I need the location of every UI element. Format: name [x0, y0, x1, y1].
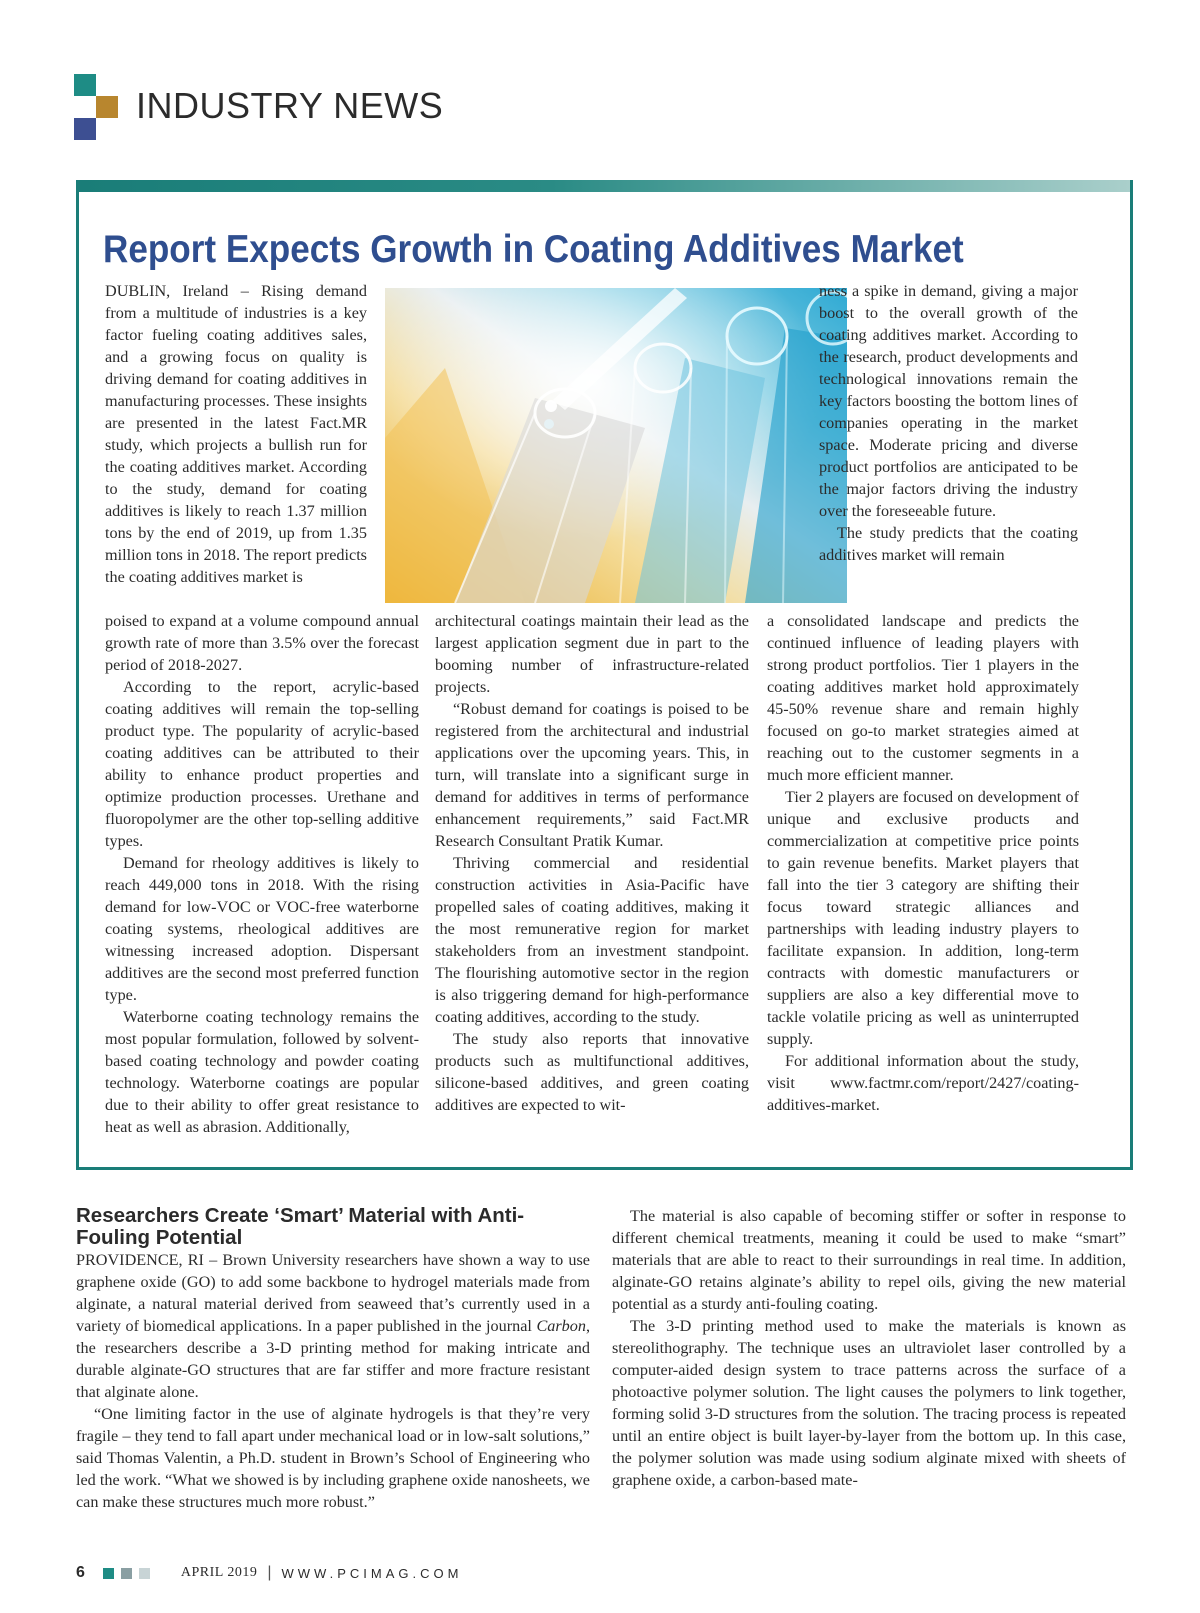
featured-paragraph: “Robust demand for coatings is poised to be registered from the architectural and industrial applications over the upcoming years. This, in turn, will translate into a significant surge in demand for additives in terms of performance enhancement requirements,” said Fact.MR Research Consultant Pratik Kumar. [435, 700, 749, 850]
featured-paragraph: a consolidated landscape and predicts the continued influence of leading players with strong product portfolios. Tier 1 players in the coating additives market hold approximately 45-50% revenue share and remain highly focused on go-to market strategies aimed at reaching out to the customer segments in a much more efficient manner. [767, 612, 1079, 784]
article2-text: PROVIDENCE, RI – Brown University researchers have shown a way to use graphene oxide (GO) to add some backbone to hydrogel materials made from alginate, a natural material derived from seaweed that’s currently used in a variety of biomedical applications. In a paper published in the journal [76, 1251, 590, 1335]
article2-paragraph [76, 1249, 590, 1403]
footer-separator: | [267, 1564, 272, 1581]
section-title: INDUSTRY NEWS [136, 85, 444, 126]
featured-paragraph: The study predicts that the coating additives market will remain [819, 524, 1078, 564]
article2-column-1 [76, 1249, 590, 1513]
article2-column-2 [612, 1205, 1126, 1491]
article2-paragraph: “One limiting factor in the use of alginate hydrogels is that they’re very fragile – they tend to fall apart under mechanical load or in low-salt solutions,” said Thomas Valentin, a Ph.D. student in Brown’s School of Engineering who led the work. “What we showed is by including graphene oxide nanosheets, we can make these structures much more robust.” [76, 1405, 590, 1511]
footer-square-light [139, 1568, 150, 1579]
featured-column-1 [105, 610, 419, 1138]
featured-column-3-top [819, 280, 1078, 566]
article2-paragraph: The 3-D printing method used to make the materials is known as stereolithography. The technique uses an ultraviolet laser controlled by a computer-aided design system to trace patterns across the surface of a photoactive polymer solution. The light causes the polymers to link together, forming solid 3-D structures from the solution. The tracing process is repeated until an entire object is built layer-by-layer from the bottom up. In this case, the polymer solution was made using sodium alginate mixed with sheets of graphene oxide, a carbon-based mate- [612, 1317, 1126, 1489]
featured-paragraph: Waterborne coating technology remains the most popular formulation, followed by solvent-based coating technology and powder coating technology. Waterborne coatings are popular due to their ability to offer great resistance to heat as well as abrasion. Additionally, [105, 1008, 419, 1136]
footer-square-teal [103, 1568, 114, 1579]
logo-square-gold [96, 96, 118, 118]
logo-square-navy [74, 118, 96, 140]
journal-name: Carbon [536, 1317, 586, 1335]
featured-top-bar [79, 180, 1130, 192]
featured-column-2 [435, 610, 749, 1116]
featured-paragraph: DUBLIN, Ireland – Rising demand from a multitude of industries is a key factor fueling coating additives sales, and a growing focus on quality is driving demand for coating additives in manufacturing processes. These insights are presented in the latest Fact.MR study, which projects a bullish run for the coating additives market. According to the study, demand for coating additives is likely to reach 1.37 million tons by the end of 2019, up from 1.35 million tons in 2018. The report predicts the coating additives market is [105, 282, 367, 586]
featured-paragraph: Demand for rheology additives is likely to reach 449,000 tons in 2018. With the rising demand for low-VOC or VOC-free waterborne coating systems, rheological additives are witnessing increased adoption. Dispersant additives are the second most preferred function type. [105, 854, 419, 1004]
featured-paragraph: For additional information about the study, visit www.factmr.com/report/2427/coating-additives-market. [767, 1052, 1079, 1114]
featured-headline: Report Expects Growth in Coating Additives Market [103, 228, 964, 271]
featured-article-box [76, 180, 1133, 1170]
logo-square-teal [74, 74, 96, 96]
issue-date: APRIL 2019 [180, 1565, 258, 1580]
featured-paragraph: Tier 2 players are focused on development of unique and exclusive products and commercialization at competitive price points to gain revenue benefits. Market players that fall into the tier 3 category are shifting their focus toward strategic alliances and partnerships with leading industry players to facilitate expansion. In addition, long-term contracts with domestic manufacturers or suppliers are also a key differential move to tackle volatile pricing as well as uninterrupted supply. [767, 788, 1079, 1048]
page-footer [76, 1562, 462, 1584]
article2-paragraph: The material is also capable of becoming stiffer or softer in response to different chemical treatments, meaning it could be used to make “smart” materials that are able to react to their surroundings in real time. In addition, alginate-GO retains alginate’s ability to repel oils, giving the new material potential as a sturdy anti-fouling coating. [612, 1207, 1126, 1313]
footer-square-gray [121, 1568, 132, 1579]
featured-paragraph: architectural coatings maintain their lead as the largest application segment due in part to the booming number of infrastructure-related projects. [435, 612, 749, 696]
featured-paragraph: The study also reports that innovative products such as multifunctional additives, silicone-based additives, and green coating additives are expected to wit- [435, 1030, 749, 1114]
featured-paragraph: poised to expand at a volume compound annual growth rate of more than 3.5% over the forecast period of 2018-2027. [105, 612, 419, 674]
test-tubes-image [385, 288, 847, 603]
featured-paragraph: According to the report, acrylic-based coating additives will remain the top-selling product type. The popularity of acrylic-based coating additives can be attributed to their ability to enhance product properties and optimize production processes. Urethane and fluoropolymer are the other top-selling additive types. [105, 678, 419, 850]
footer-url[interactable]: WWW.PCIMAG.COM [281, 1565, 463, 1581]
featured-column-1-top [105, 280, 367, 588]
featured-paragraph: ness a spike in demand, giving a major boost to the overall growth of the coating additives market. According to the research, product developments and technological innovations remain the key factors boosting the bottom lines of companies operating in the market space. Moderate pricing and diverse product portfolios are anticipated to be the major factors driving the industry over the foreseeable future. [819, 282, 1078, 520]
featured-column-3 [767, 610, 1079, 1116]
section-logo [74, 74, 118, 140]
featured-paragraph: Thriving commercial and residential construction activities in Asia-Pacific have propelled sales of coating additives, making it the most remunerative region for market stakeholders from an investment standpoint. The flourishing automotive sector in the region is also triggering demand for high-performance coating additives, according to the study. [435, 854, 749, 1026]
page-number: 6 [76, 1564, 85, 1581]
article2-headline: Researchers Create ‘Smart’ Material with Anti-Fouling Potential [76, 1204, 525, 1249]
article2-text: , the researchers describe a 3-D printing method for making intricate and durable alginate-GO structures that are far stiffer and more fracture resistant that alginate alone. [76, 1317, 590, 1401]
